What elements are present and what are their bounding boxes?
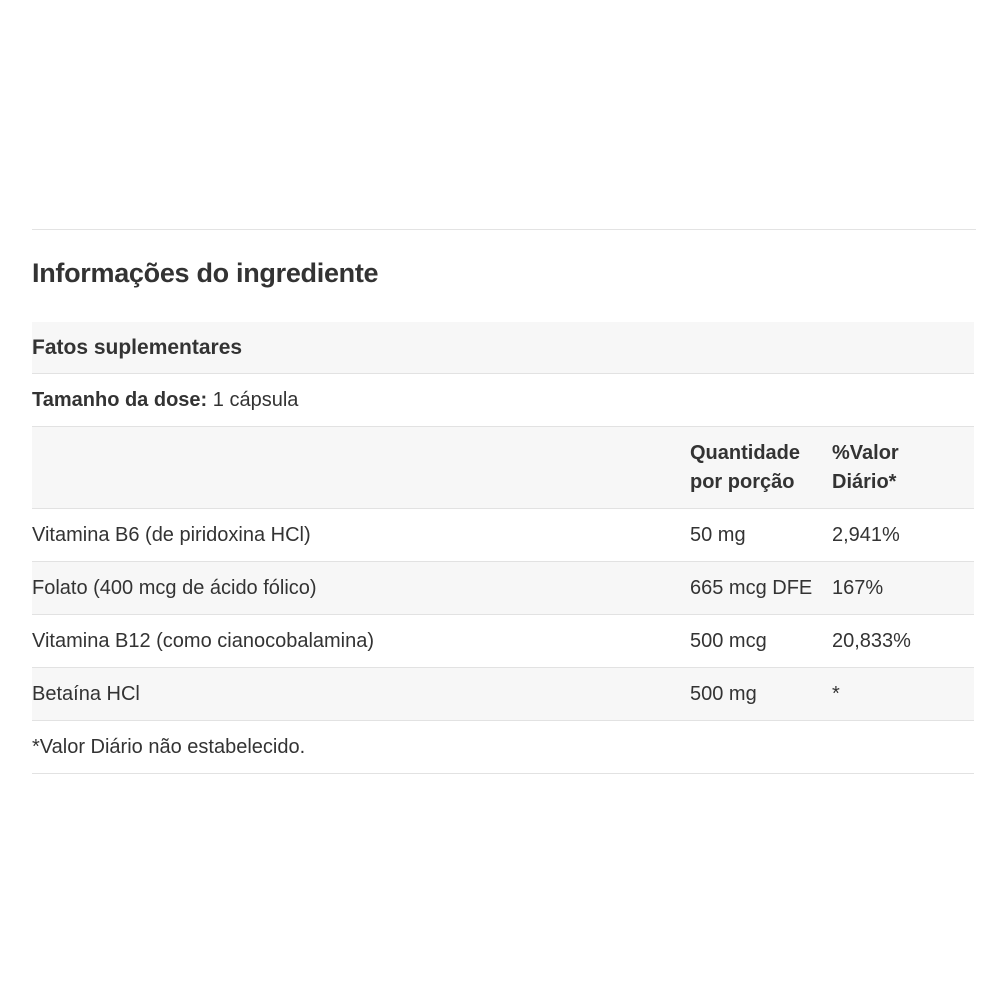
footnote-row [32, 721, 974, 774]
footnote: *Valor Diário não estabelecido. [32, 735, 306, 758]
header-daily-value [832, 439, 974, 497]
top-divider [32, 229, 976, 230]
nutrient-amount: 50 mg [690, 523, 746, 546]
nutrient-name: Vitamina B12 (como cianocobalamina) [32, 629, 375, 652]
serving-size-row [32, 374, 974, 427]
nutrient-name: Betaína HCl [32, 682, 140, 705]
supplement-facts-table [32, 322, 974, 774]
nutrient-daily-value: 167% [832, 576, 884, 599]
nutrient-daily-value: * [832, 682, 840, 705]
table-row [32, 668, 974, 721]
table-row [32, 562, 974, 615]
table-row [32, 615, 974, 668]
serving-size-label: Tamanho da dose: [32, 388, 208, 411]
facts-title: Fatos suplementares [32, 335, 243, 359]
table-row [32, 509, 974, 562]
nutrient-amount: 500 mg [690, 682, 757, 705]
nutrient-name: Folato (400 mcg de ácido fólico) [32, 576, 317, 599]
table-header-row [32, 427, 974, 509]
header-dv-line1: %Valor [832, 441, 899, 464]
section-title: Informações do ingrediente [32, 258, 379, 288]
serving-size-value: 1 cápsula [212, 388, 299, 411]
nutrient-daily-value: 2,941% [832, 523, 900, 546]
facts-title-row [32, 322, 974, 374]
header-amount [690, 439, 832, 497]
header-amount-line1: Quantidade [690, 441, 801, 464]
nutrient-daily-value: 20,833% [832, 629, 911, 652]
nutrient-name: Vitamina B6 (de piridoxina HCl) [32, 523, 311, 546]
header-dv-line2: Diário* [832, 470, 897, 493]
nutrient-amount: 500 mcg [690, 629, 767, 652]
nutrient-amount: 665 mcg DFE [690, 576, 813, 599]
header-amount-line2: por porção [690, 470, 795, 493]
